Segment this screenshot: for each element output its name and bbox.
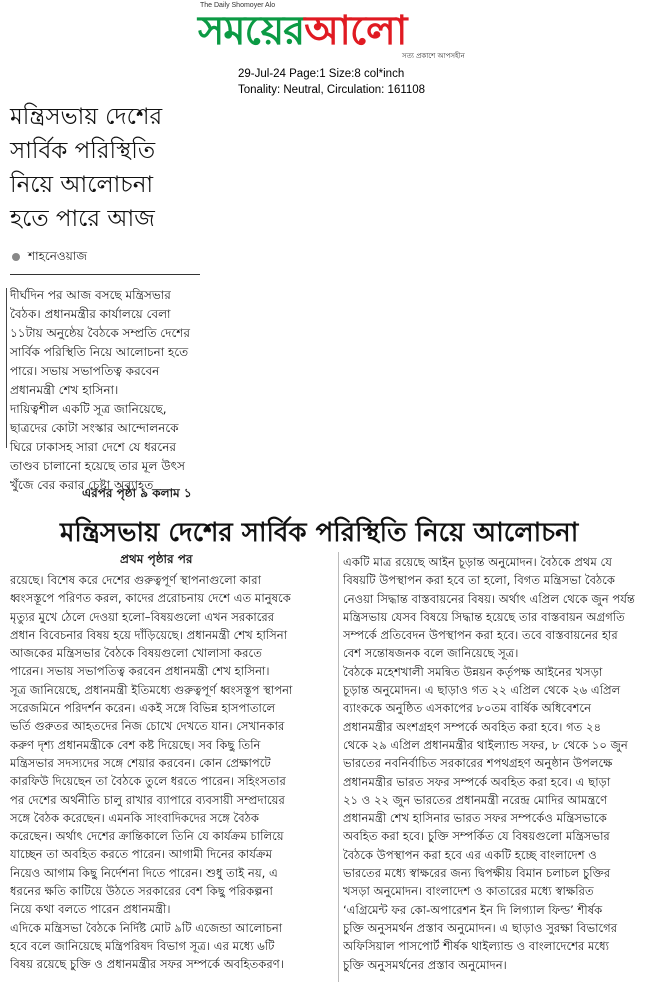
body-line: করুণ দৃশ্য প্রধানমন্ত্রীকে বেশ কষ্ট দিয়েছে। সব কিছু তিনি	[10, 737, 261, 752]
intro-line: বৈঠক। প্রধানমন্ত্রীর কার্যালয়ে বেলা	[10, 307, 171, 321]
byline-bullet-icon	[12, 253, 20, 261]
clipping-meta-date: 29-Jul-24 Page:1 Size:8 col*inch	[238, 68, 405, 80]
intro-line: ১১টায় অনুষ্ঠেয় বৈঠকে সম্প্রতি দেশের	[10, 326, 190, 340]
body-line: প্রধান বিবেচনার বিষয় হয়ে দাঁড়িয়েছে। প্রধানমন্ত্রী শেখ হাসিনা	[10, 627, 288, 642]
body-line: ভারতের মধ্যে স্বাক্ষরের জন্য দ্বিপক্ষীয় বিমান চলাচল চুক্তির	[343, 866, 611, 881]
newspaper-tagline: সত্য প্রকাশে আপসহীন	[402, 52, 465, 60]
body-line: মন্ত্রিসভায় যেসব বিষয়ে সিদ্ধান্ত হয়েছে তার বাস্তবায়ন অগ্রগতি	[343, 609, 625, 624]
body-line: কারফিউ দিয়েছেন তা বৈঠকে তুলে ধরতে পারেন। সহিংসতার	[10, 774, 286, 789]
body-line: বৈঠকে মহেশখালী সমন্বিত উন্নয়ন কর্তৃপক্ষ আইনের খসড়া	[343, 664, 603, 679]
body-line: বিষয়টি উপস্থাপন করা হবে তা হলো, বিগত মন্ত্রিসভা বৈঠকে	[343, 573, 616, 588]
body-line: ধ্বংসস্তূপে পরিণত করল, কাদের প্ররোচনায় দেশে এত মানুষকে	[10, 591, 291, 606]
body-line: পর দেশের অর্থনীতি চালু রাখার ব্যাপারে ব্যবসায়ী সম্প্রদায়ের	[10, 792, 285, 807]
body-line: বিষয় রয়েছে চুক্তি ও প্রধানমন্ত্রীর সফর সম্পর্কে অবহিতকরণ।	[10, 957, 284, 972]
continuation-headline: মন্ত্রিসভায় দেশের সার্বিক পরিস্থিতি নিয়ে আলোচনা	[60, 518, 579, 548]
body-line: আজকের মন্ত্রিসভার বৈঠকে বিষয়গুলো খোলাসা করতে	[10, 646, 262, 661]
intro-line: দীর্ঘদিন পর আজ বসছে মন্ত্রিসভার	[10, 288, 171, 302]
continuation-column-left	[10, 571, 335, 974]
intro-line: প্রধানমন্ত্রী শেখ হাসিনা।	[10, 383, 119, 397]
body-line: প্রধানমন্ত্রীর ভারত সফর সম্পর্কে অবহিত করা হবে। এ ছাড়া	[343, 774, 611, 789]
body-line: নিয়েও আগাম কিছু নির্দেশনা দিতে পারেন। শুধু তাই নয়, এ	[10, 865, 278, 880]
body-line: সূত্র জানিয়েছে, প্রধানমন্ত্রী ইতিমধ্যে গুরুত্বপূর্ণ ধ্বংসস্তূপ স্থাপনা	[10, 682, 293, 697]
body-line: প্রধানমন্ত্রীর অংশগ্রহণ সম্পর্কে অবহিত করা হবে। গত ২৪	[343, 719, 602, 734]
body-line: ভারতের নবনির্বাচিত সরকারের শপথগ্রহণ অনুষ্ঠান উপলক্ষে	[343, 756, 613, 771]
body-line: নিয়ে কথা বলতে পারেন প্রধানমন্ত্রী।	[10, 902, 171, 917]
headline-line: মন্ত্রিসভায় দেশের	[10, 104, 163, 130]
intro-line: ঘিরে ঢাকাসহ সারা দেশে যে ধরনের	[10, 440, 176, 454]
article-intro	[10, 286, 210, 495]
intro-line: তাণ্ডব চালানো হয়েছে তার মূল উৎস	[10, 459, 185, 473]
newspaper-logo	[198, 9, 406, 53]
body-line: ভর্তি গুরুতর আহতদের নিজ চোখে দেখতে যান। সেখানকার	[10, 719, 285, 734]
body-line: অফিসিয়াল পাসপোর্ট শীর্ষক থাইল্যান্ড ও বাংলাদেশের মধ্যে	[343, 939, 609, 954]
column-divider	[338, 552, 339, 982]
body-line: সঙ্গে বৈঠক করেছেন। এমনকি সাংবাদিকদের সঙ্গে বৈঠক	[10, 810, 259, 825]
intro-line: পারে। সভায় সভাপতিত্ব করবেন	[10, 364, 160, 378]
intro-line: ছাত্রদের কোটা সংস্কার আন্দোলনকে	[10, 421, 179, 435]
body-line: সম্পর্কে প্রতিবেদন উপস্থাপন করা হবে। তবে বাস্তবায়নের হার	[343, 628, 618, 643]
intro-line: দায়িত্বশীল একটি সূত্র জানিয়েছে,	[10, 402, 167, 416]
headline-line: নিয়ে আলোচনা	[10, 172, 154, 198]
body-line: মন্ত্রিসভার সদস্যদের সঙ্গে শেয়ার করবেন। কোন প্রেক্ষাপটে	[10, 755, 271, 770]
article-byline: শাহনেওয়াজ	[28, 249, 87, 263]
body-line: হবে বলে জানিয়েছে মন্ত্রিপরিষদ বিভাগ সূত্র। এর মধ্যে ৬টি	[10, 938, 275, 953]
body-line: বৈঠকে উপস্থাপন করা হবে এর একটি হচ্ছে বাংলাদেশ ও	[343, 847, 597, 862]
logo-part-green: সময়ের	[198, 8, 305, 54]
body-line: রয়েছে। বিশেষ করে দেশের গুরুত্বপূর্ণ স্থাপনাগুলো কারা	[10, 573, 261, 587]
continued-from-note: প্রথম পৃষ্ঠার পর	[120, 552, 193, 566]
byline-divider	[10, 274, 200, 275]
body-line: এদিকে মন্ত্রিসভা বৈঠকে নির্দিষ্ট মোট ৯টি এজেন্ডা আলোচনা	[10, 920, 283, 935]
body-line: থেকে ২৯ এপ্রিল প্রধানমন্ত্রীর থাইল্যান্ড সফর, ৮ থেকে ১০ জুন	[343, 737, 628, 752]
body-line: ব্যাংককে অনুষ্ঠিত এসকাপের ৮০তম বার্ষিক অধিবেশনে	[343, 701, 592, 716]
body-line: মৃত্যুর মুখে ঠেলে দেওয়া হলো–বিষয়গুলো এখন সরকারের	[10, 609, 275, 624]
body-line: চুক্তি অনুসমর্থনের প্রস্তাব অনুমোদন।	[343, 957, 507, 972]
newspaper-english-name: The Daily Shomoyer Alo	[200, 2, 276, 9]
body-line: চূড়ান্ত অনুমোদন। এ ছাড়াও গত ২২ এপ্রিল থেকে ২৬ এপ্রিল	[343, 683, 621, 698]
logo-part-red: আলো	[304, 8, 407, 54]
body-line: বেশ সন্তোষজনক বলে জানিয়েছে সূত্র।	[343, 646, 519, 661]
clipping-meta-tonality: Tonality: Neutral, Circulation: 161108	[238, 84, 426, 96]
continuation-column-right	[343, 553, 663, 974]
body-line: নেওয়া সিদ্ধান্ত বাস্তবায়নের বিষয়। অর্থাৎ এপ্রিল থেকে জুন পর্যন্ত	[343, 591, 635, 606]
intro-side-rule	[6, 288, 7, 448]
body-line: যাচ্ছেন তা অবহিত করতে পারেন। আগামী দিনের কার্যক্রম	[10, 847, 273, 862]
body-line: খসড়া অনুমোদন। বাংলাদেশ ও কাতারের মধ্যে স্বাক্ষরিত	[343, 884, 594, 899]
body-line: ২১ ও ২২ জুন ভারতের প্রধানমন্ত্রী নরেন্দ্র মোদির আমন্ত্রণে	[343, 792, 608, 807]
headline-line: হতে পারে আজ	[10, 206, 155, 232]
continued-on-note: এরপর পৃষ্ঠা ৯ কলাম ১	[82, 486, 192, 500]
article-headline	[10, 100, 210, 236]
headline-line: সার্বিক পরিস্থিতি	[10, 138, 156, 164]
body-line: অবহিত করা হবে। চুক্তি সম্পর্কিত যে বিষয়গুলো মন্ত্রিসভার	[343, 829, 610, 844]
intro-line: সার্বিক পরিস্থিতি নিয়ে আলোচনা হতে	[10, 345, 189, 359]
body-line: চুক্তি অনুসমর্থন প্রস্তাব অনুমোদন। এ ছাড়াও সুরক্ষা বিভাগের	[343, 920, 618, 935]
intro-line: খুঁজে বের করার চেষ্টা অব্যাহত	[10, 478, 154, 492]
body-line: ধরনের ক্ষতি কাটিয়ে উঠতে সরকারের বেশ কিছু পরিকল্পনা	[10, 884, 273, 899]
body-line: সরেজমিনে পরিদর্শন করেন। একই সঙ্গে বিভিন্ন হাসপাতালে	[10, 701, 276, 716]
body-line: করেছেন। অর্থাৎ দেশের ক্রান্তিকালে তিনি যে কার্যক্রম চালিয়ে	[10, 829, 284, 844]
body-line: ‘এগ্রিমেন্ট ফর কো-অপারেশন ইন দি লিগ্যাল ফিল্ড’ শীর্ষক	[343, 902, 603, 917]
body-line: একটি মাত্র রয়েছে আইন চূড়ান্ত অনুমোদন। বৈঠকে প্রথম যে	[343, 555, 612, 569]
body-line: পারেন। সভায় সভাপতিত্ব করবেন প্রধানমন্ত্রী শেখ হাসিনা।	[10, 664, 270, 679]
body-line: প্রধানমন্ত্রী শেখ হাসিনার ভারত সফর সম্পর্কেও মন্ত্রিসভাকে	[343, 811, 607, 826]
